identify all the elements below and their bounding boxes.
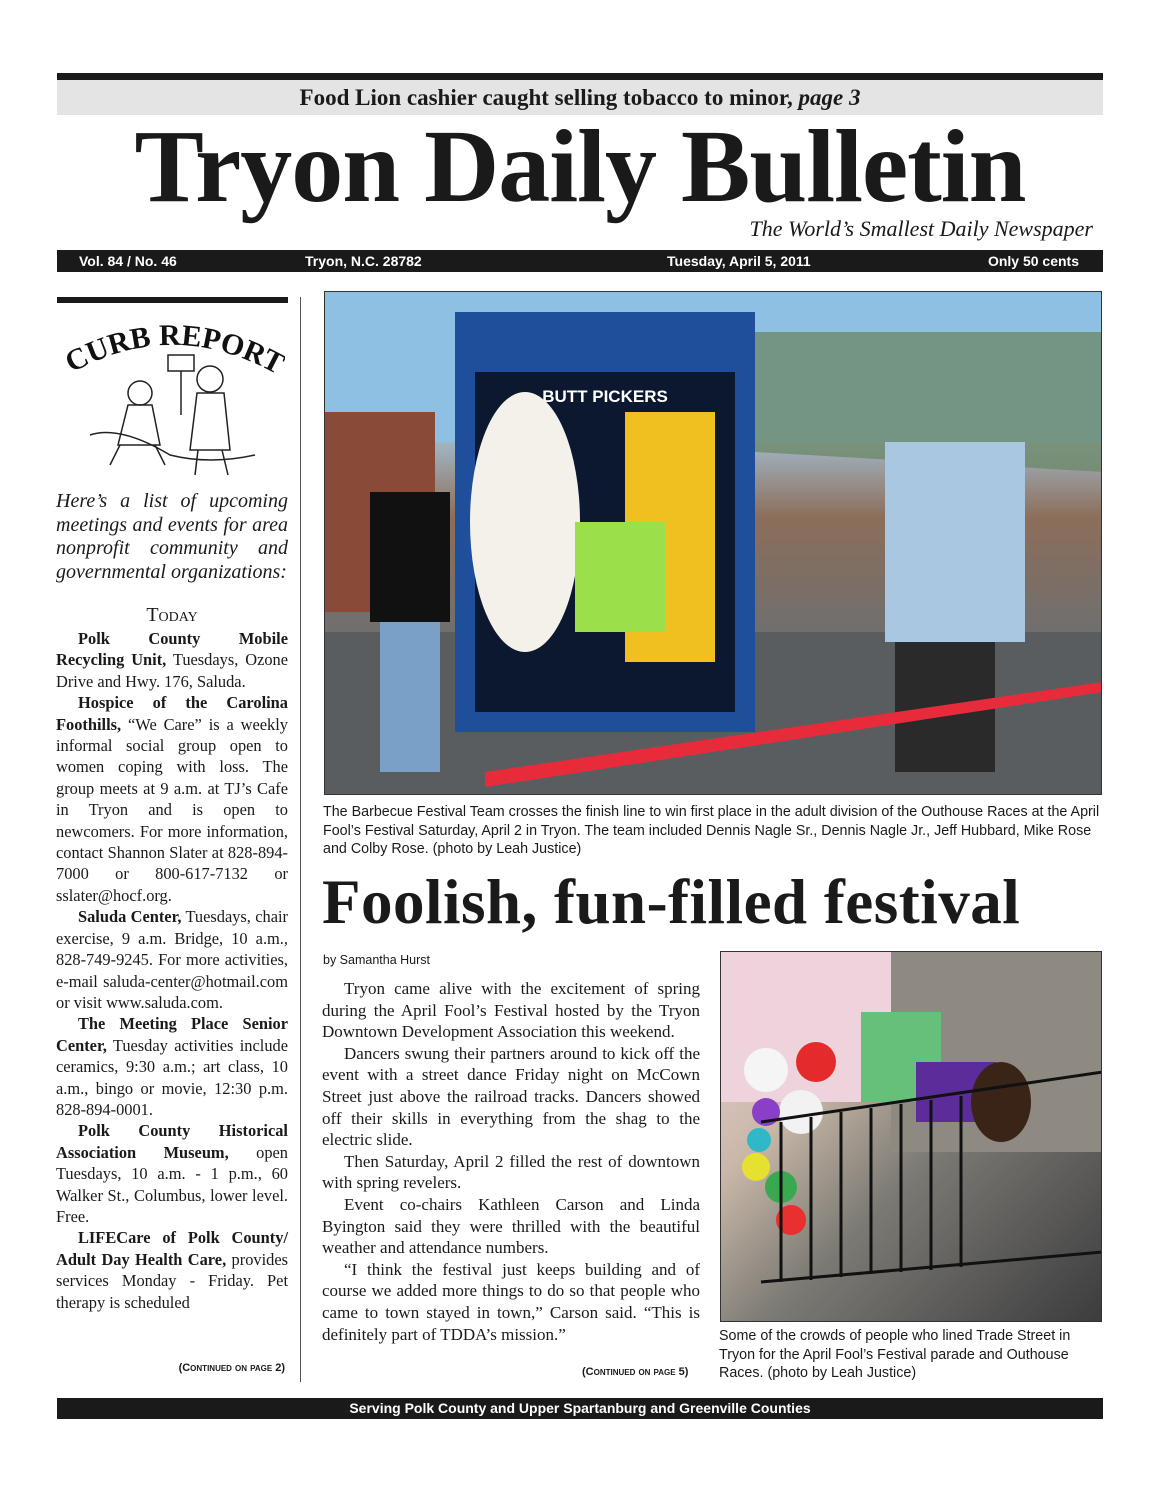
listing-item	[56, 1227, 288, 1313]
teaser-text: Food Lion cashier caught selling tobacco to minor,	[299, 85, 793, 110]
listing-text: “We Care” is a weekly informal social group open to women coping with loss. The group meets at 9 a.m. at TJ’s Cafe in Tryon and is open to newcomers. For more information, contact Shannon Slater at 828-894-7000 or 800-617-7132 or sslater@hocf.org.	[56, 714, 288, 905]
listing-name: Polk County Historical Association Museum,	[56, 1121, 288, 1162]
main-photo-caption: The Barbecue Festival Team crosses the finish line to win first place in the adult division of the Outhouse Races at the April Fool’s Festival Saturday, April 2 in Tryon. The team included Dennis Nagle Sr., Dennis Nagle Jr., Jeff Hubbard, Mike Rose and Colby Rose. (photo by Leah Justice)	[323, 804, 1100, 857]
listing-name: Polk County Mobile Recycling Unit,	[56, 629, 288, 670]
listing-text: provides services Monday - Friday. Pet therapy is scheduled	[56, 1249, 288, 1312]
svg-text:CURB REPORTER: CURB REPOR	[60, 318, 271, 379]
article-paragraph: Tryon came alive with the excitement of spring during the April Fool’s Festival hosted by the Tryon Downtown Development Association this weekend.	[322, 979, 700, 1042]
curb-reporter-logo	[60, 315, 285, 485]
listing-text: Tuesdays, chair exercise, 9 a.m. Bridge, 10 a.m., 828-749-9245. For more activities, e-mail saluda-center@hotmail.com or visit www.saluda.com.	[56, 907, 288, 1012]
location: Tryon, N.C. 28782	[305, 253, 422, 269]
issue-date: Tuesday, April 5, 2011	[667, 253, 811, 269]
column-rule	[57, 297, 288, 303]
article-headline[interactable]: Foolish, fun-filled festival	[322, 867, 1021, 937]
masthead-title: Tryon Daily Bulletin	[134, 109, 1026, 224]
top-rule	[57, 73, 1103, 80]
listing-text: Tuesdays, Ozone Drive and Hwy. 176, Saluda.	[56, 650, 289, 691]
parade-crowd-photo	[720, 951, 1102, 1322]
continued-page-2-link[interactable]: (Continued on page 2)	[178, 1362, 285, 1374]
listing-name: The Meeting Place Senior Center,	[56, 1014, 288, 1055]
article-body	[322, 978, 700, 1345]
listing-text: Tuesday activities include ceramics, 9:30 a.m.; art class, 10 a.m., bingo or movie, 12:30 p.m. 828-894-0001.	[56, 1035, 288, 1119]
listing-name: LIFECare of Polk County/ Adult Day Health Care,	[56, 1228, 288, 1269]
continued-page-5-link[interactable]: (Continued on page 5)	[582, 1366, 689, 1378]
listing-item	[56, 906, 288, 1013]
price: Only 50 cents	[987, 253, 1079, 269]
listing-name: Saluda Center,	[78, 907, 182, 927]
outhouse-race-photo	[324, 291, 1102, 795]
article-byline: by Samantha Hurst	[323, 953, 430, 967]
curb-reporter-intro: Here’s a list of upcoming meetings and events for area nonprofit community and governmental organizations:	[56, 490, 288, 583]
listing-item	[56, 628, 288, 692]
listing-item	[56, 692, 288, 906]
article-paragraph: “I think the festival just keeps building and of course we added more things to do so that people who came to town stayed in town,” Carson said. “This is definitely part of TDDA’s mission.”	[322, 1259, 700, 1344]
listing-name: Hospice of the Carolina Foothills,	[56, 693, 288, 734]
listing-item	[56, 1013, 288, 1120]
article-paragraph: Dancers swung their partners around to kick off the event with a street dance Friday night on McCown Street just above the railroad tracks. Dancers showed off their skills in everything from the shag to the electric slide.	[322, 1043, 700, 1150]
article-paragraph: Event co-chairs Kathleen Carson and Linda Byington said they were thrilled with the beautiful weather and attendance numbers.	[322, 1194, 700, 1258]
listing-text: open Tuesdays, 10 a.m. - 1 p.m., 60 Walker St., Columbus, lower level. Free.	[56, 1142, 288, 1226]
masthead-tagline: The World’s Smallest Daily Newspaper	[749, 216, 1093, 241]
event-listings	[56, 628, 288, 1313]
second-photo-caption: Some of the crowds of people who lined Trade Street in Tryon for the April Fool’s Festival parade and Outhouse Races. (photo by Leah Justice)	[719, 1328, 1071, 1381]
column-divider	[300, 297, 301, 1382]
teaser-page: page 3	[798, 85, 861, 110]
listing-item	[56, 1120, 288, 1227]
footer-bar: Serving Polk County and Upper Spartanburg and Greenville Counties	[57, 1398, 1103, 1419]
info-bar	[57, 250, 1103, 272]
section-heading-today: Today	[146, 604, 198, 626]
outhouse-sign: BUTT PICKERS	[542, 387, 668, 406]
article-paragraph: Then Saturday, April 2 filled the rest of downtown with spring revelers.	[322, 1151, 700, 1193]
volume: Vol. 84 / No. 46	[79, 253, 177, 269]
